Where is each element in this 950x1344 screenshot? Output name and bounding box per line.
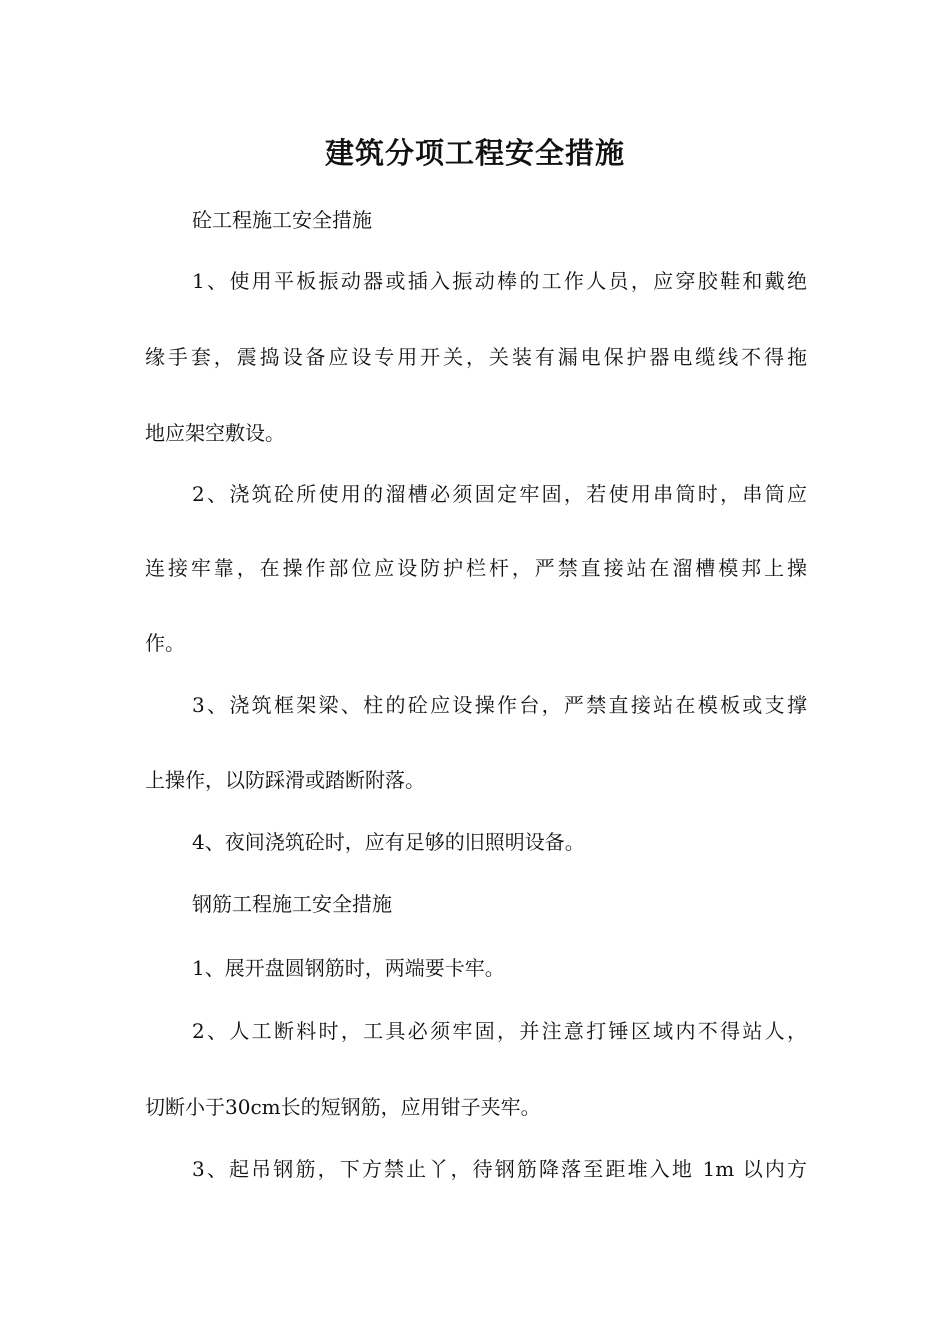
- paragraph-line: 地应架空敷设。: [145, 421, 285, 445]
- paragraph-line: 切断小于30cm长的短钢筋，应用钳子夹牢。: [145, 1095, 541, 1119]
- paragraph-line: 1、展开盘圆钢筋时，两端要卡牢。: [192, 956, 505, 980]
- paragraph-line: 3、浇筑框架梁、柱的砼应设操作台，严禁直接站在模板或支撑: [192, 693, 807, 717]
- section-heading-concrete: 砼工程施工安全措施: [192, 208, 372, 232]
- paragraph-line: 2、浇筑砼所使用的溜槽必须固定牢固，若使用串筒时，串筒应: [192, 482, 807, 506]
- paragraph-line: 作。: [145, 631, 185, 655]
- paragraph-line: 上操作，以防踩滑或踏断附落。: [145, 768, 425, 792]
- paragraph-line: 1、使用平板振动器或插入振动棒的工作人员，应穿胶鞋和戴绝: [192, 269, 807, 293]
- document-title: 建筑分项工程安全措施: [324, 136, 625, 170]
- paragraph-line: 2、人工断料时，工具必须牢固，并注意打锤区域内不得站人，: [192, 1019, 807, 1043]
- section-heading-rebar: 钢筋工程施工安全措施: [192, 892, 392, 916]
- paragraph-line: 缘手套，震捣设备应设专用开关，关装有漏电保护器电缆线不得拖: [145, 345, 807, 369]
- paragraph-line: 4、夜间浇筑砼时，应有足够的旧照明设备。: [192, 830, 585, 854]
- paragraph-line: 3、起吊钢筋，下方禁止丫，待钢筋降落至距堆入地 1m 以内方: [192, 1157, 807, 1181]
- paragraph-line: 连接牢靠，在操作部位应设防护栏杆，严禁直接站在溜槽模邦上操: [145, 556, 807, 580]
